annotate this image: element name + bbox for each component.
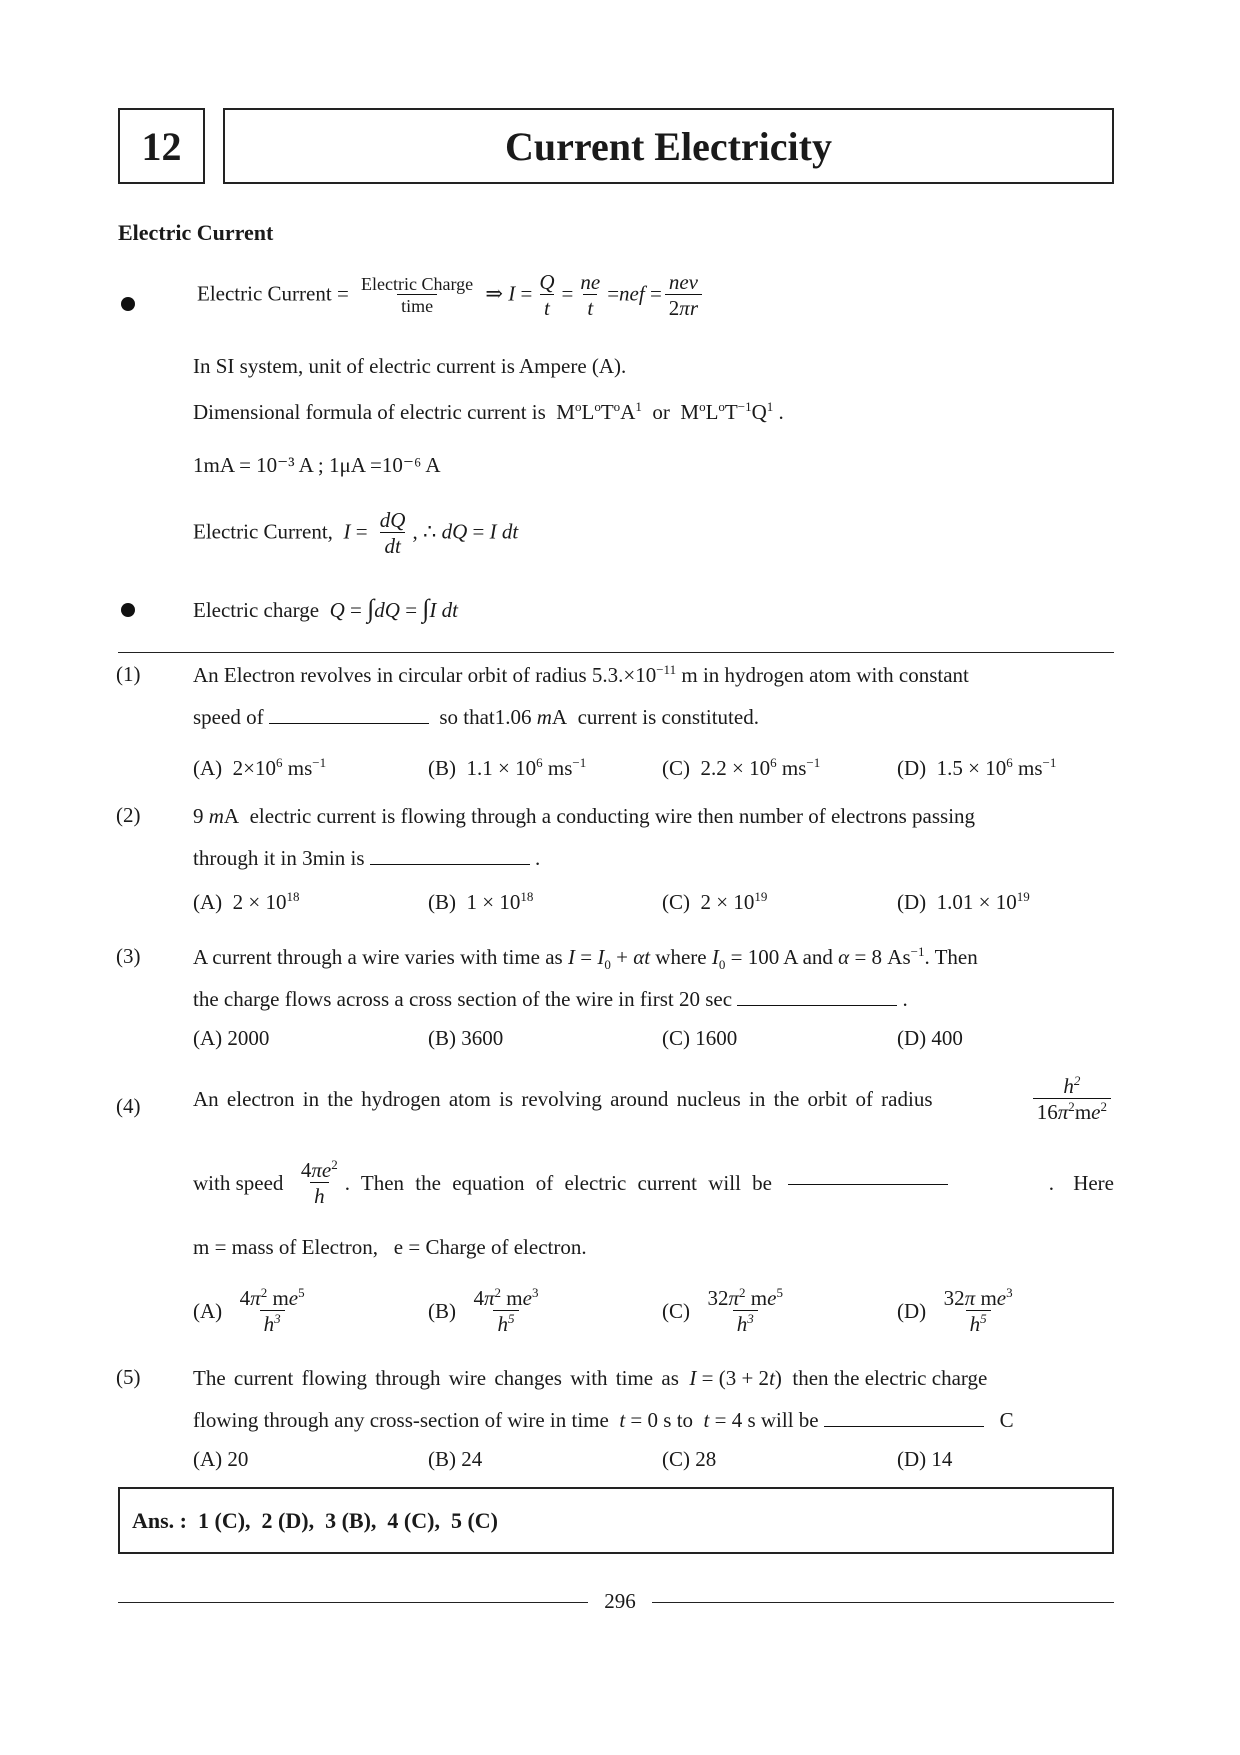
divider [118, 652, 1114, 653]
option: (B) $\frac{4\pi^2 me^3}{h^5}$ [428, 1285, 539, 1337]
option: (C) $2.2 \times 10^6$ $ms^{-1}$ [662, 755, 821, 780]
q2-opt-c-label: (C) [662, 890, 690, 914]
answer-blank [370, 863, 530, 865]
q3-text-e: the charge flows across a cross section of the wire in first 20 sec [193, 987, 733, 1011]
option: (D) $\frac{32\pi me^3}{h^5}$ [897, 1285, 1013, 1337]
question-3-text: A current through a wire varies with time as $I = I_0 + \alpha t$ where $I_0 = 100$ A and α = 8 $As^{-1}$. Then the charge flows across a cross section of the wire in first 20 sec . [193, 944, 978, 1011]
q1-text-b: in hydrogen atom with constant [702, 663, 969, 687]
bullet-icon [121, 603, 135, 617]
answer-box [118, 1487, 1114, 1554]
chapter-title: Current Electricity [223, 108, 1114, 184]
dimension-intro: Dimensional formula of electric current is [193, 400, 546, 424]
q3-text-d: . Then [924, 945, 978, 969]
charge-numerator: Electric Charge [361, 273, 474, 294]
q4-text-a: An electron in the hydrogen atom is revolving around nucleus in the orbit of radius [193, 1087, 933, 1112]
q5-text-b: then the electric charge [792, 1366, 988, 1390]
q2-text-c: is [350, 846, 365, 870]
q2-opt-a-label: (A) [193, 890, 223, 914]
q1-text-a: An Electron revolves in circular orbit of radius [193, 663, 587, 687]
dimension-text: Dimensional formula of electric current is $M^oL^oT^oA^1$ or $M^oL^oT^{-1}Q^1$ . [193, 399, 784, 424]
question-2-text: 9 mA electric current is flowing through a conducting wire then number of electrons passing through it in 3min is . [193, 804, 976, 870]
chapter-number: 12 [118, 108, 205, 184]
q1-opt-a-label: (A) [193, 756, 223, 780]
q1-opt-b-label: (B) [428, 756, 456, 780]
q3-text-a: A current through a wire varies with time as [193, 945, 563, 969]
question-number: (4) [116, 1094, 141, 1118]
option: (B) $1 \times 10^{18}$ [428, 889, 534, 914]
current-def-label: Electric Current, [193, 519, 333, 544]
q4-opt-c-label: (C) [662, 1299, 690, 1324]
section-title: Electric Current [118, 220, 274, 245]
footer-line-right [652, 1602, 1114, 1603]
option: (D) $1.01 \times 10^{19}$ [897, 889, 1030, 914]
q4-text-d: . Here [1048, 1171, 1114, 1196]
q1-text-c: speed of [193, 705, 264, 729]
q1-text-e: current is constituted. [577, 705, 759, 729]
question-5-text: The current flowing through wire changes with time as I = (3 + 2t) then the electric charge flowing through any cross-section of wire in time t = 0 s to t = 4 s will be C [193, 1366, 1014, 1432]
option: (D) 14 [897, 1447, 953, 1471]
option: (A) $2\times 10^6$ $ms^{-1}$ [193, 755, 327, 780]
charge-label: Electric charge [193, 598, 320, 622]
time-denominator: time [397, 294, 437, 318]
page-number: 296 [604, 1589, 636, 1613]
answer-blank [824, 1425, 984, 1427]
option: (C) 1600 [662, 1026, 738, 1050]
q3-text-c: and [802, 945, 833, 969]
si-unit-text: In SI system, unit of electric current is Ampere (A). [193, 354, 627, 378]
answer-blank [269, 722, 429, 724]
current-label: Electric Current [197, 281, 332, 306]
answer-values: 1 (C), 2 (D), 3 (B), 4 (C), 5 (C) [198, 1507, 499, 1533]
q1-text-d: so that1.06 [439, 705, 532, 729]
current-derivative: Electric Current, I = $\frac{dQ}{dt}$ , ∴ dQ = I dt [193, 508, 519, 559]
option: (B) 3600 [428, 1026, 504, 1050]
conversions: 1mA = 10⁻³ A ; 1μA =10⁻⁶ A [193, 453, 441, 477]
q1-opt-d-label: (D) [897, 756, 927, 780]
q5-text-d: to [676, 1408, 694, 1432]
q5-text-e: will be [760, 1408, 819, 1432]
q2-opt-d-label: (D) [897, 890, 927, 914]
q5-text-c: flowing through any cross-section of wire in time [193, 1408, 609, 1432]
option: (B) $1.1 \times 10^6$ $ms^{-1}$ [428, 755, 587, 780]
answer-blank [737, 1004, 897, 1006]
option: (C) $\frac{32\pi^2 me^5}{h^3}$ [662, 1285, 783, 1337]
option: (C) 28 [662, 1447, 717, 1471]
q5-text-a: The current flowing through wire changes with time as [193, 1366, 679, 1390]
charge-integral: Electric charge Q = ∫dQ = ∫I dt [193, 594, 458, 623]
option: (A) $\frac{4\pi^2 me^5}{h^3}$ [193, 1285, 305, 1337]
question-1-text: An Electron revolves in circular orbit of radius $5.3.\times 10^{-11}$ m in hydrogen atom with constant speed of so that1.06 mA current is constituted. [193, 662, 969, 729]
q4-text-b: with speed [193, 1171, 284, 1196]
q2-opt-b-label: (B) [428, 890, 456, 914]
option: (D) 400 [897, 1026, 963, 1050]
question-4-line2: with speed $\frac{4\pi e^2}{h}$ . Then the equation of electric current will be . Here [193, 1157, 1114, 1209]
question-4-line1: An electron in the hydrogen atom is revolving around nucleus in the orbit of radius $\frac{h^2}{16\pi^2me^2}$ [193, 1074, 1114, 1125]
q4-opt-b-label: (B) [428, 1299, 456, 1324]
option: (A) $2 \times 10^{18}$ [193, 889, 300, 914]
option: (B) 24 [428, 1447, 483, 1471]
answer-blank [788, 1183, 948, 1185]
current-formula: Electric Current = $\frac{\text{Electric Charge}}{\text{time}}$ ⇒ I = $\frac{Q}{t}$ = $\frac{ne}{t}$ =nef = $\frac{\text{nev}}{2\pi r}$ [197, 270, 705, 321]
question-number: (2) [116, 803, 141, 827]
q4-opt-a-label: (A) [193, 1299, 223, 1324]
q4-note: m = mass of Electron, e = Charge of electron. [193, 1235, 587, 1259]
option: (A) 20 [193, 1447, 249, 1471]
q5-text-f: C [999, 1408, 1014, 1432]
q3-text-b: where [655, 945, 707, 969]
option: (A) 2000 [193, 1026, 270, 1050]
option: (C) $2 \times 10^{19}$ [662, 889, 768, 914]
dimension-or: or [652, 400, 670, 424]
question-number: (1) [116, 662, 141, 686]
question-number: (5) [116, 1365, 141, 1389]
q4-text-c: . Then the equation of electric current will be [344, 1171, 772, 1196]
question-number: (3) [116, 944, 141, 968]
option: (D) $1.5 \times 10^6$ $ms^{-1}$ [897, 755, 1057, 780]
q2-text-b: through it in [193, 846, 297, 870]
bullet-icon [121, 297, 135, 311]
answer-label: Ans. : [132, 1507, 188, 1533]
footer-line-left [118, 1602, 588, 1603]
q1-opt-c-label: (C) [662, 756, 690, 780]
q2-text-a: electric current is flowing through a conducting wire then number of electrons passing [249, 804, 976, 828]
q4-opt-d-label: (D) [897, 1299, 927, 1324]
